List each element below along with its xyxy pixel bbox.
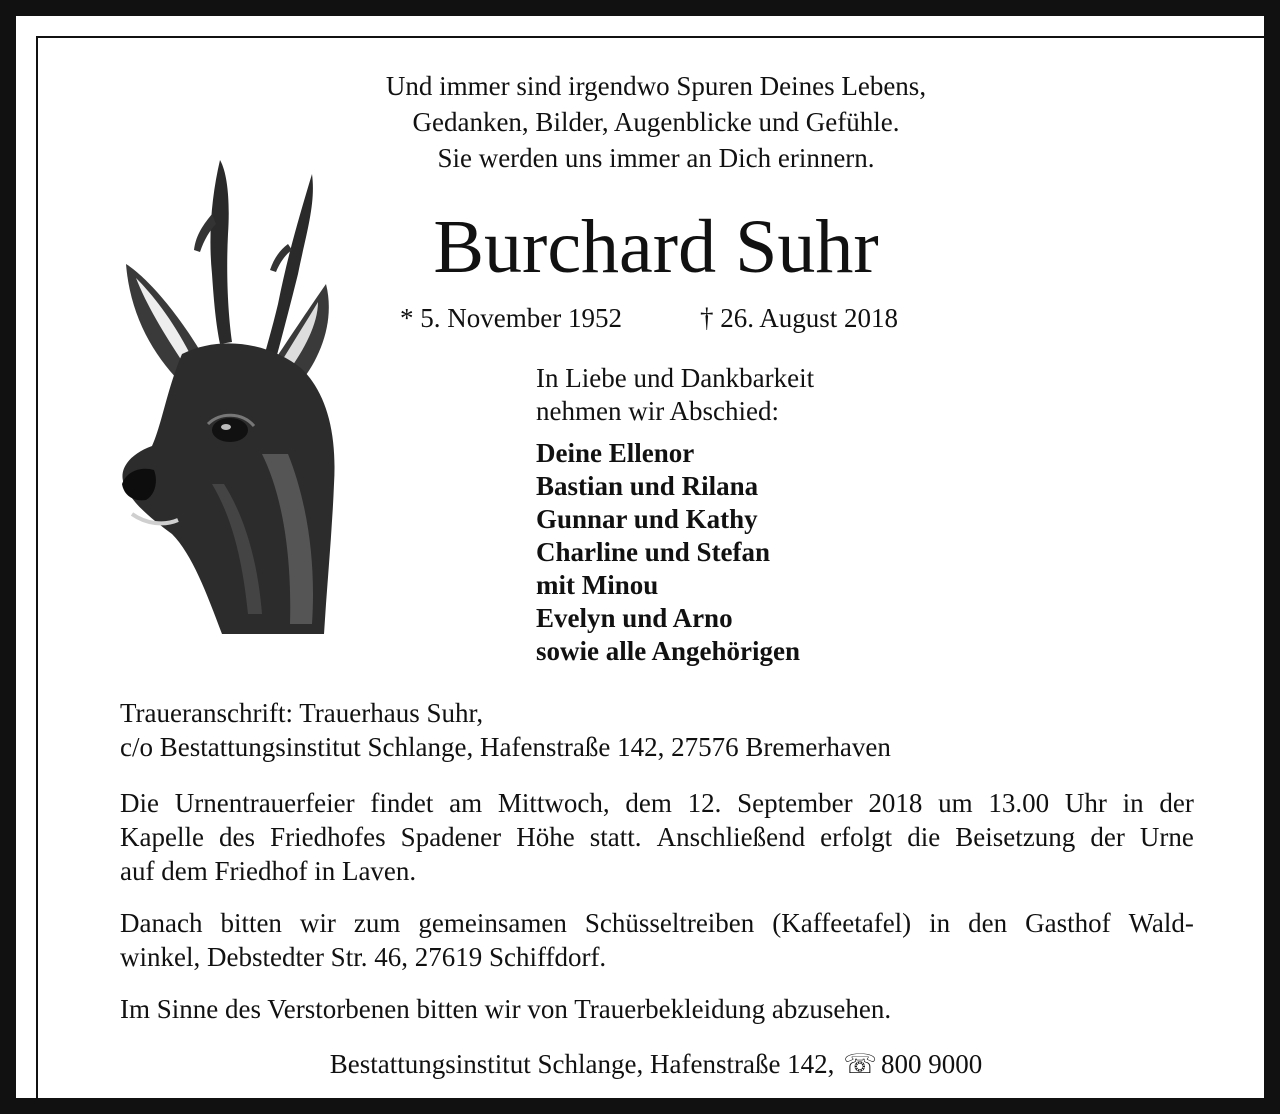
family-member: Evelyn und Arno — [536, 603, 733, 633]
dress-request — [120, 992, 1194, 1026]
footer-contact — [256, 1046, 1056, 1082]
poem — [256, 68, 1056, 176]
birth-date: * 5. November 1952 — [400, 303, 622, 333]
address-line: Traueranschrift: Trauerhaus Suhr, — [120, 698, 484, 728]
family-member: Charline und Stefan — [536, 537, 771, 567]
funeral-home: Bestattungsinstitut Schlange, Hafenstraße 142, — [329, 1049, 835, 1079]
farewell-text — [536, 362, 814, 428]
family-member: sowie alle Angehörigen — [536, 636, 800, 666]
roe-deer-illustration — [112, 154, 362, 644]
address-line: c/o Bestattungsinstitut Schlange, Hafenstraße 142, 27576 Bremerhaven — [120, 732, 891, 762]
family-member: Deine Ellenor — [536, 438, 695, 468]
ceremony-line: Kapelle des Friedhofes Spadener Höhe statt. Anschließend erfolgt die Beisetzung der Urne — [120, 822, 1194, 852]
deceased-name: Burchard Suhr — [433, 205, 879, 289]
gathering-line: Danach bitten wir zum gemeinsamen Schüsseltreiben (Kaffeetafel) in den Gasthof Wald- — [120, 908, 1194, 938]
family-member: mit Minou — [536, 570, 659, 600]
family-member: Bastian und Rilana — [536, 471, 759, 501]
telephone-icon: ☏ — [843, 1049, 877, 1079]
ceremony-paragraph — [120, 786, 1194, 888]
mourning-address — [120, 696, 1196, 764]
farewell-line: In Liebe und Dankbarkeit — [536, 363, 815, 393]
poem-line: Gedanken, Bilder, Augenblicke und Gefühle. — [412, 107, 900, 137]
death-date: † 26. August 2018 — [700, 303, 899, 333]
ceremony-line: auf dem Friedhof in Laven. — [120, 856, 417, 886]
farewell-line: nehmen wir Abschied: — [536, 396, 779, 426]
gathering-paragraph — [120, 906, 1194, 974]
family-member: Gunnar und Kathy — [536, 504, 758, 534]
ceremony-line: Die Urnentrauerfeier findet am Mittwoch, dem 12. September 2018 um 13.00 Uhr in der — [120, 788, 1194, 818]
family-list — [536, 437, 800, 668]
phone-number: 800 9000 — [880, 1049, 983, 1079]
poem-line: Und immer sind irgendwo Spuren Deines Lebens, — [385, 71, 927, 101]
poem-line: Sie werden uns immer an Dich erinnern. — [437, 143, 875, 173]
request-line: Im Sinne des Verstorbenen bitten wir von Trauerbekleidung abzusehen. — [120, 994, 892, 1024]
gathering-line: winkel, Debstedter Str. 46, 27619 Schiffdorf. — [120, 942, 607, 972]
